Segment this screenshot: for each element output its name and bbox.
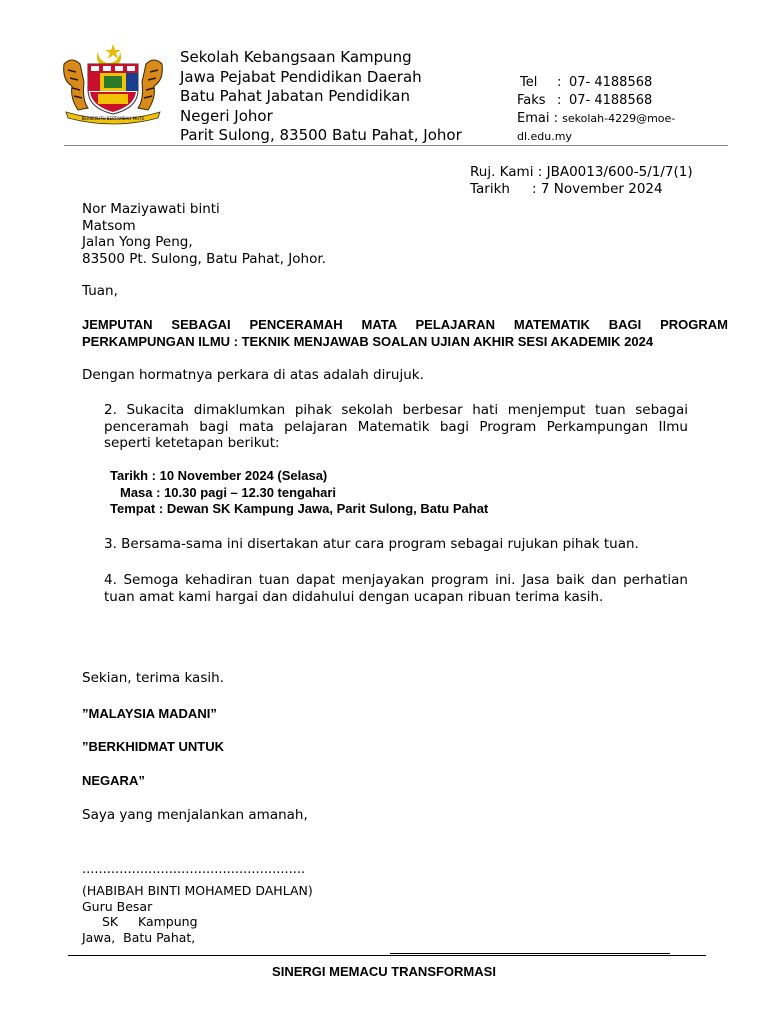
email-label: Emai bbox=[517, 111, 550, 126]
recipient-line: Jalan Yong Peng, bbox=[82, 234, 193, 250]
paragraph-4: 4. Semoga kehadiran tuan dapat menjayakan program ini. Jasa baik dan perhatian tuan amat kami hargai dan didahului dengan ucapan ribuan terima kasih. bbox=[104, 572, 688, 605]
school-address bbox=[180, 48, 470, 144]
tarikh-label: Tarikh bbox=[470, 181, 510, 197]
contact-info: Tel : 07- 4188568 Faks : 07- 4188568 Emai : sekolah-4229@moe- dl.edu.my bbox=[517, 74, 652, 128]
reference-block: Ruj. Kami : JBA0013/600-5/1/7(1) Tarikh : 7 November 2024 bbox=[470, 164, 693, 197]
signature-line: ...................................................... bbox=[82, 862, 306, 877]
signatory-org-1: SK Kampung bbox=[102, 914, 198, 929]
footer-divider-thin bbox=[390, 953, 670, 954]
paragraph-3: 3. Bersama-sama ini disertakan atur cara program sebagai rujukan pihak tuan. bbox=[104, 536, 639, 552]
tel-value: 07- 4188568 bbox=[569, 75, 653, 90]
recipient-line: Nor Maziyawati binti bbox=[82, 201, 220, 217]
amanah-text: Saya yang menjalankan amanah, bbox=[82, 807, 308, 823]
school-line: Batu Pahat Jabatan Pendidikan bbox=[180, 87, 410, 105]
school-line: Jawa Pejabat Pendidikan Daerah bbox=[180, 67, 422, 86]
paragraph-2: 2. Sukacita dimaklumkan pihak sekolah berbesar hati menjemput tuan sebagai penceramah bagi mata pelajaran Matematik bagi Program Perkampungan Ilmu seperti ketetapan berikut: bbox=[104, 402, 688, 451]
school-line: Sekolah Kebangsaan Kampung bbox=[180, 48, 412, 66]
signatory-title: Guru Besar bbox=[82, 898, 153, 914]
event-date: Tarikh : 10 November 2024 (Selasa) bbox=[110, 468, 328, 483]
closing-text: Sekian, terima kasih. bbox=[82, 670, 224, 686]
motto-line-1: ”MALAYSIA MADANI” bbox=[82, 706, 217, 721]
signatory-org-2: Jawa, Batu Pahat, bbox=[82, 929, 196, 945]
salutation: Tuan, bbox=[82, 283, 118, 299]
motto-line-2: ”BERKHIDMAT UNTUK bbox=[82, 739, 225, 754]
motto-line-3: NEGARA” bbox=[82, 773, 145, 788]
tel-label: Tel bbox=[520, 75, 538, 90]
footer-divider bbox=[68, 955, 706, 956]
faks-value: 07- 4188568 bbox=[569, 93, 653, 108]
coat-of-arms-logo bbox=[58, 42, 168, 124]
school-line: Negeri Johor bbox=[180, 106, 273, 125]
email-value-continued: dl.edu.my bbox=[517, 130, 572, 143]
paragraph-1: Dengan hormatnya perkara di atas adalah dirujuk. bbox=[82, 367, 424, 383]
recipient-line: 83500 Pt. Sulong, Batu Pahat, Johor. bbox=[82, 250, 326, 267]
recipient-address bbox=[82, 201, 326, 267]
email-value[interactable]: sekolah-4229@moe- bbox=[562, 112, 676, 125]
event-venue: Tempat : Dewan SK Kampung Jawa, Parit Sulong, Batu Pahat bbox=[110, 501, 489, 516]
recipient-line: Matsom bbox=[82, 217, 136, 234]
event-time: Masa : 10.30 pagi – 12.30 tengahari bbox=[120, 484, 337, 500]
letter-subject: JEMPUTAN SEBAGAI PENCERAMAH MATA PELAJARAN MATEMATIK BAGI PROGRAM PERKAMPUNGAN ILMU : TEKNIK MENJAWAB SOALAN UJIAN AKHIR SESI AKADEMIK 2024 bbox=[82, 317, 728, 349]
ruj-label: Ruj. Kami bbox=[470, 164, 534, 180]
footer-slogan: SINERGI MEMACU TRANSFORMASI bbox=[272, 964, 496, 979]
event-details bbox=[110, 468, 488, 518]
signatory-block bbox=[82, 883, 313, 945]
header-divider bbox=[64, 145, 728, 146]
faks-label: Faks bbox=[517, 93, 546, 108]
ruj-value: JBA0013/600-5/1/7(1) bbox=[546, 164, 693, 180]
email-clip: Emai : sekolah-4229@moe- dl.edu.my bbox=[517, 111, 676, 143]
signatory-name: (HABIBAH BINTI MOHAMED DAHLAN) bbox=[82, 883, 313, 898]
svg-text:BERSEKUTU BERTAMBAH MUTU: BERSEKUTU BERTAMBAH MUTU bbox=[81, 116, 145, 121]
school-line: Parit Sulong, 83500 Batu Pahat, Johor bbox=[180, 126, 462, 144]
tarikh-value: 7 November 2024 bbox=[540, 181, 663, 197]
